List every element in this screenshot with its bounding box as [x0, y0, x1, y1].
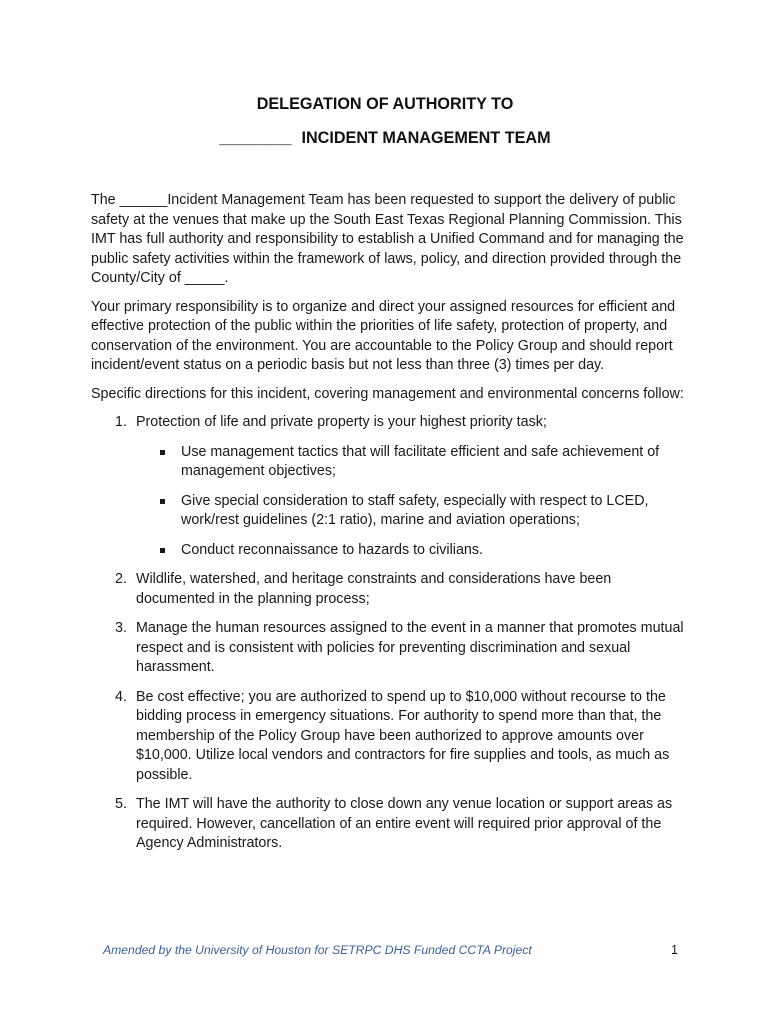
direction-text: Manage the human resources assigned to the event in a manner that promotes mutual respect and is consistent with policies for preventing discrimination and sexual harassment. — [136, 620, 684, 675]
square-bullet-icon — [160, 499, 165, 504]
sub-bullet-list — [136, 443, 691, 561]
direction-item-1 — [91, 413, 691, 560]
direction-item-4 — [91, 688, 691, 786]
footer-text: Amended by the University of Houston for SETRPC DHS Funded CCTA Project — [103, 943, 532, 957]
document-title-line-2 — [0, 129, 770, 148]
direction-item-5 — [91, 795, 691, 854]
direction-text: Protection of life and private property is your highest priority task; — [136, 414, 547, 430]
directions-list — [91, 413, 691, 854]
team-name-blank: ________ — [219, 129, 292, 147]
sub-bullet-text: Conduct reconnaissance to hazards to civilians. — [181, 541, 483, 558]
list-number: 3. — [115, 620, 127, 636]
direction-text: Wildlife, watershed, and heritage constraints and considerations have been documented in the planning process; — [136, 571, 612, 607]
list-number: 4. — [115, 688, 127, 705]
direction-text: The IMT will have the authority to close down any venue location or support areas as required. However, cancellation of an entire event will required prior approval of the Agency Administrators. — [136, 796, 673, 851]
square-bullet-icon — [160, 450, 165, 455]
sub-bullet-text: Use management tactics that will facilitate efficient and safe achievement of management objectives; — [181, 443, 660, 479]
square-bullet-icon — [160, 548, 165, 553]
direction-item-3 — [91, 619, 691, 678]
title-line-2-text: INCIDENT MANAGEMENT TEAM — [301, 129, 551, 147]
direction-text: Be cost effective; you are authorized to spend up to $10,000 without recourse to the bidding process in emergency situations. For authority to spend more than that, the membership of the Policy Group have been authorized to approve amounts over $10,000. Utilize local vendors and contractors for fire supplies and tools, as much as possible. — [136, 688, 670, 783]
page-number: 1 — [671, 943, 678, 957]
sub-bullet-item — [136, 492, 691, 531]
responsibility-paragraph: Your primary responsibility is to organize and direct your assigned resources for efficient and effective protection of the public within the priorities of life safety, protection of property, and conservation of the environment. You are accountable to the Policy Group and should report incident/event status on a periodic basis but not less than three (3) times per day. — [91, 298, 676, 373]
sub-bullet-item — [136, 541, 691, 561]
directions-intro-paragraph: Specific directions for this incident, covering management and environmental concerns follow: — [91, 385, 684, 402]
sub-bullet-text: Give special consideration to staff safety, especially with respect to LCED, work/rest guidelines (2:1 ratio), marine and aviation operations; — [181, 492, 649, 528]
intro-paragraph: The ______Incident Management Team has been requested to support the delivery of public safety at the venues that make up the South East Texas Regional Planning Commission. This IMT has full authority and responsibility to establish a Unified Command and for managing the public safety activities within the framework of laws, policy, and direction provided through the County/City of _____. — [91, 192, 684, 286]
sub-bullet-item — [136, 443, 691, 482]
document-title-line-1: DELEGATION OF AUTHORITY TO — [256, 95, 514, 113]
list-number: 5. — [115, 796, 127, 812]
document-body — [91, 191, 691, 864]
list-number: 1. — [115, 414, 127, 430]
direction-item-2 — [91, 570, 691, 609]
list-number: 2. — [115, 571, 127, 587]
